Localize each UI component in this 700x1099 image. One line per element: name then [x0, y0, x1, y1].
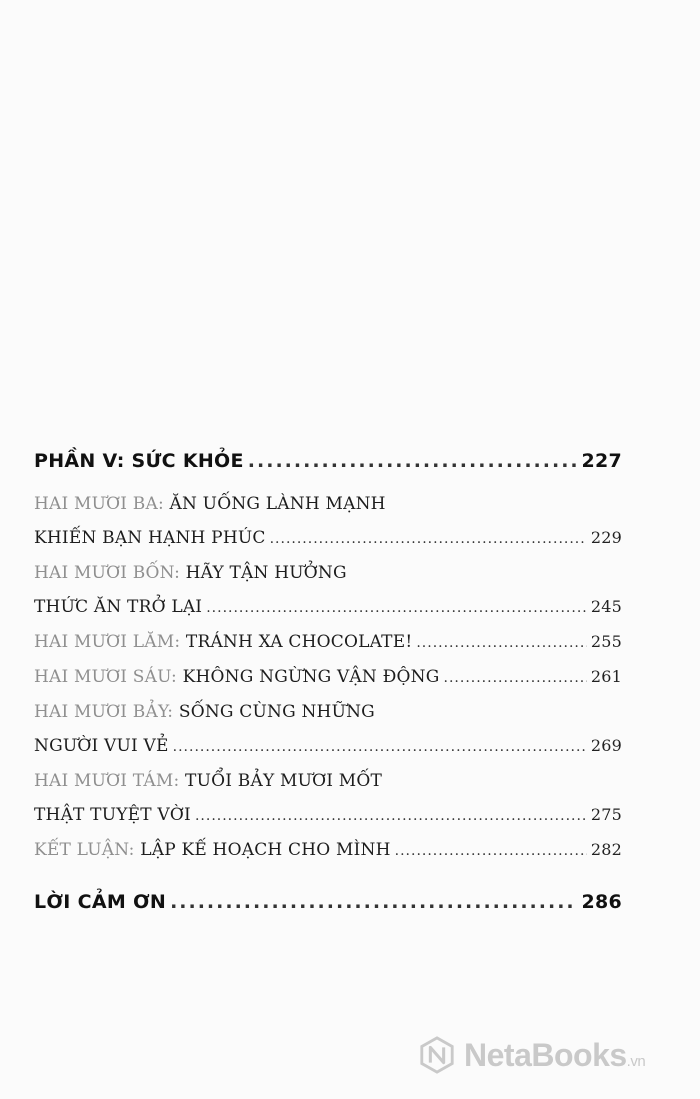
toc-chapter-line — [34, 632, 622, 667]
toc-chapter-title: ĂN UỐNG LÀNH MẠNH — [169, 494, 386, 514]
toc-chapter-line — [34, 736, 622, 771]
toc-chapter-26[interactable] — [34, 667, 622, 702]
neta-logo-icon — [418, 1036, 456, 1074]
toc-page-number: 286 — [581, 891, 622, 913]
toc-chapter-prefix: HAI MƯƠI LĂM: — [34, 632, 181, 652]
leader-dots — [195, 808, 587, 824]
toc-chapter-prefix: HAI MƯƠI BA: — [34, 494, 164, 514]
toc-page-number: 227 — [581, 450, 622, 472]
toc-chapter-prefix: HAI MƯƠI BẢY: — [34, 702, 174, 722]
toc-chapter-prefix: HAI MƯƠI SÁU: — [34, 667, 177, 687]
toc-page-number: 229 — [590, 528, 622, 547]
toc-chapter-title: TRÁNH XA CHOCOLATE! — [185, 632, 413, 652]
toc-chapter-title: KHÔNG NGỪNG VẬN ĐỘNG — [182, 667, 440, 687]
toc-chapter-title-cont: THỨC ĂN TRỞ LẠI — [34, 597, 203, 617]
watermark-brand — [464, 1037, 645, 1074]
leader-dots — [206, 600, 587, 616]
toc-chapter-27[interactable] — [34, 702, 622, 771]
toc-chapter-title: HÃY TẬN HƯỞNG — [185, 563, 347, 583]
toc-chapter-25[interactable] — [34, 632, 622, 667]
table-of-contents — [34, 450, 622, 925]
toc-chapter-prefix: HAI MƯƠI BỐN: — [34, 563, 181, 583]
toc-page-number: 275 — [590, 805, 622, 824]
toc-chapter-line — [34, 805, 622, 840]
toc-chapter-24[interactable] — [34, 563, 622, 632]
watermark-suffix: .vn — [626, 1052, 646, 1070]
toc-page-number: 261 — [590, 667, 622, 686]
toc-chapter-line — [34, 528, 622, 563]
leader-dots — [416, 635, 587, 651]
toc-chapter-prefix: HAI MƯƠI TÁM: — [34, 771, 180, 791]
leader-dots — [270, 531, 587, 547]
toc-chapter-title: SỐNG CÙNG NHỮNG — [178, 702, 375, 722]
toc-chapter-line — [34, 840, 622, 875]
toc-chapter-title-cont: THẬT TUYỆT VỜI — [34, 805, 191, 825]
toc-chapter-prefix: KẾT LUẬN: — [34, 840, 135, 860]
toc-chapter-line — [34, 563, 622, 597]
leader-dots — [395, 843, 587, 859]
toc-chapter-line — [34, 667, 622, 702]
toc-chapter-title-cont: NGƯỜI VUI VẺ — [34, 736, 169, 756]
leader-dots — [248, 450, 578, 472]
toc-chapter-title: TUỔI BẢY MƯƠI MỐT — [185, 771, 383, 791]
toc-page-number: 269 — [590, 736, 622, 755]
toc-chapter-line — [34, 597, 622, 632]
toc-page-number: 255 — [590, 632, 622, 651]
toc-part-title: LỜI CẢM ƠN — [34, 891, 167, 913]
toc-acknowledgements[interactable] — [34, 891, 622, 925]
leader-dots — [170, 891, 577, 913]
toc-page-number: 245 — [590, 597, 622, 616]
toc-page-number: 282 — [590, 840, 622, 859]
toc-chapter-line — [34, 771, 622, 805]
watermark-brand-name: NetaBooks — [464, 1036, 627, 1073]
toc-conclusion[interactable] — [34, 840, 622, 875]
leader-dots — [173, 739, 587, 755]
toc-chapter-line — [34, 494, 622, 528]
toc-part-v[interactable] — [34, 450, 622, 484]
toc-chapter-title-cont: KHIẾN BẠN HẠNH PHÚC — [34, 528, 266, 548]
toc-chapter-23[interactable] — [34, 494, 622, 563]
toc-chapter-line — [34, 702, 622, 736]
leader-dots — [444, 670, 587, 686]
netabooks-watermark — [418, 1036, 645, 1074]
toc-chapter-28[interactable] — [34, 771, 622, 840]
toc-part-title: PHẦN V: SỨC KHỎE — [34, 450, 244, 472]
toc-chapter-title: LẬP KẾ HOẠCH CHO MÌNH — [140, 840, 391, 860]
